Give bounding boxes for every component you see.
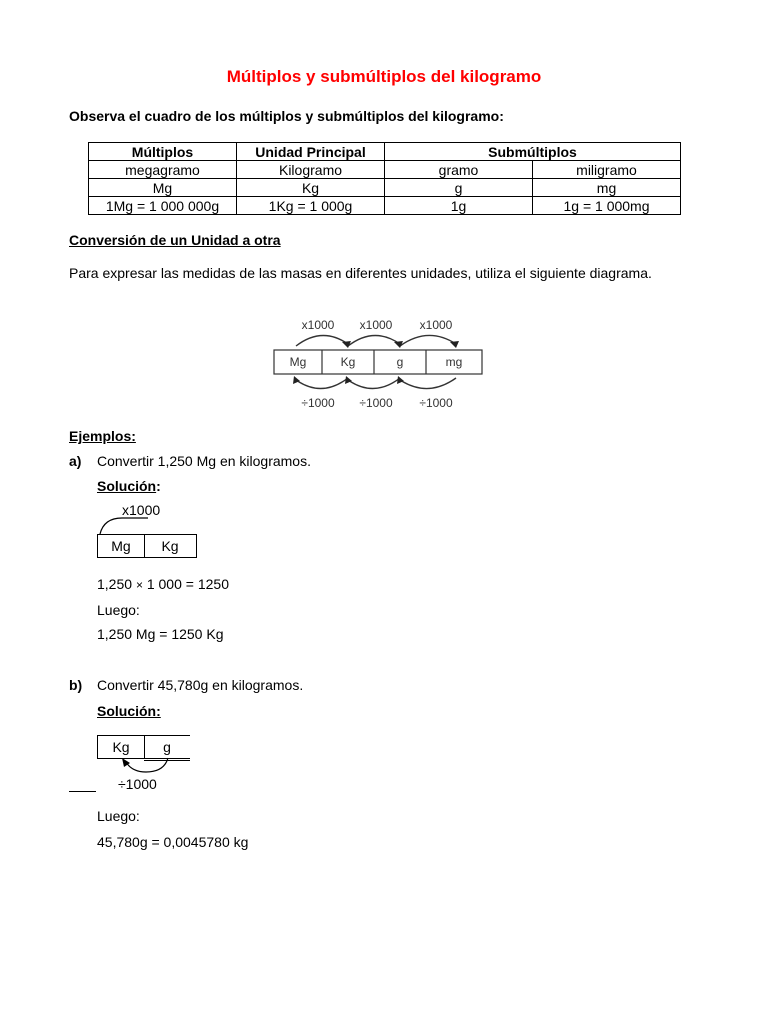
- diagram-unit-mg: mg: [445, 355, 463, 369]
- table-cell: Kg: [237, 179, 385, 197]
- calc-right: 1 000 = 1250: [142, 576, 229, 592]
- example-b-box-kg: Kg: [97, 735, 145, 759]
- divide-arc: [400, 378, 456, 389]
- multiply-arc: [400, 335, 456, 346]
- solution-colon: :: [156, 478, 161, 494]
- example-b-arc: [118, 756, 178, 778]
- example-b-luego: Luego:: [97, 808, 140, 824]
- diagram-unit-g: g: [396, 355, 404, 369]
- divide-arc: [296, 378, 348, 389]
- example-b-operator: ÷1000: [118, 776, 157, 792]
- table-cell: mg: [533, 179, 681, 197]
- table-cell: gramo: [385, 161, 533, 179]
- example-a-solution-label: [97, 478, 161, 494]
- calc-left: 1,250: [97, 576, 136, 592]
- example-a-box-kg: Kg: [144, 534, 197, 558]
- example-a-result: 1,250 Mg = 1250 Kg: [97, 626, 224, 642]
- conversion-diagram: [268, 312, 498, 412]
- table-cell: 1g: [385, 197, 533, 215]
- solution-word: Solución: [97, 478, 157, 494]
- header-submultiplos: Submúltiplos: [385, 143, 681, 161]
- table-row: [89, 179, 681, 197]
- diagram-unit-mg-big: Mg: [289, 355, 307, 369]
- example-b-solution-label: Solución:: [97, 703, 161, 719]
- multiply-arc: [296, 335, 348, 346]
- page-title: Múltiplos y submúltiplos del kilogramo: [226, 67, 542, 86]
- table-cell: 1Mg = 1 000 000g: [89, 197, 237, 215]
- example-a-operator: x1000: [122, 502, 161, 518]
- multiply-label: x1000: [301, 318, 335, 332]
- example-b-result: 45,780g = 0,0045780 kg: [97, 834, 249, 850]
- divide-arc: [348, 378, 400, 389]
- example-a-box-mg: Mg: [97, 534, 145, 558]
- table-row: [89, 197, 681, 215]
- multiply-label: x1000: [359, 318, 393, 332]
- table-cell: miligramo: [533, 161, 681, 179]
- header-multiplos: Múltiplos: [89, 143, 237, 161]
- example-a-statement: Convertir 1,250 Mg en kilogramos.: [97, 453, 311, 469]
- table-cell: g: [385, 179, 533, 197]
- examples-heading: Ejemplos:: [69, 428, 136, 444]
- table-header-row: [89, 143, 681, 161]
- example-b-box-g: g: [144, 735, 190, 759]
- times-sign: ×: [135, 578, 143, 592]
- example-a-luego: Luego:: [97, 602, 140, 618]
- divide-label: ÷1000: [301, 396, 335, 410]
- example-a-label: a): [69, 453, 82, 469]
- table-cell: 1Kg = 1 000g: [237, 197, 385, 215]
- divide-label: ÷1000: [419, 396, 453, 410]
- conversion-heading: Conversión de un Unidad a otra: [69, 232, 281, 248]
- table-row: [89, 161, 681, 179]
- conversion-paragraph: Para expresar las medidas de las masas en diferentes unidades, utiliza el siguiente diagrama.: [69, 265, 652, 281]
- arrowhead-icon: [345, 376, 352, 384]
- example-b-label: b): [69, 677, 83, 693]
- units-table: [88, 142, 681, 215]
- table-cell: 1g = 1 000mg: [533, 197, 681, 215]
- table-cell: megagramo: [89, 161, 237, 179]
- arrowhead-icon: [450, 341, 459, 348]
- divide-label: ÷1000: [359, 396, 393, 410]
- underline-blank: [69, 791, 96, 792]
- arrowhead-icon: [293, 376, 300, 384]
- example-a-arc: [96, 512, 156, 536]
- diagram-unit-kg: Kg: [340, 355, 356, 369]
- intro-text: Observa el cuadro de los múltiplos y submúltiplos del kilogramo:: [69, 108, 504, 124]
- table-cell: Kilogramo: [237, 161, 385, 179]
- example-a-calculation: [97, 576, 229, 592]
- table-cell: Mg: [89, 179, 237, 197]
- arrowhead-icon: [397, 376, 404, 384]
- example-b-statement: Convertir 45,780g en kilogramos.: [97, 677, 304, 693]
- multiply-label: x1000: [419, 318, 453, 332]
- multiply-arc: [348, 335, 400, 346]
- header-unidad-principal: Unidad Principal: [237, 143, 385, 161]
